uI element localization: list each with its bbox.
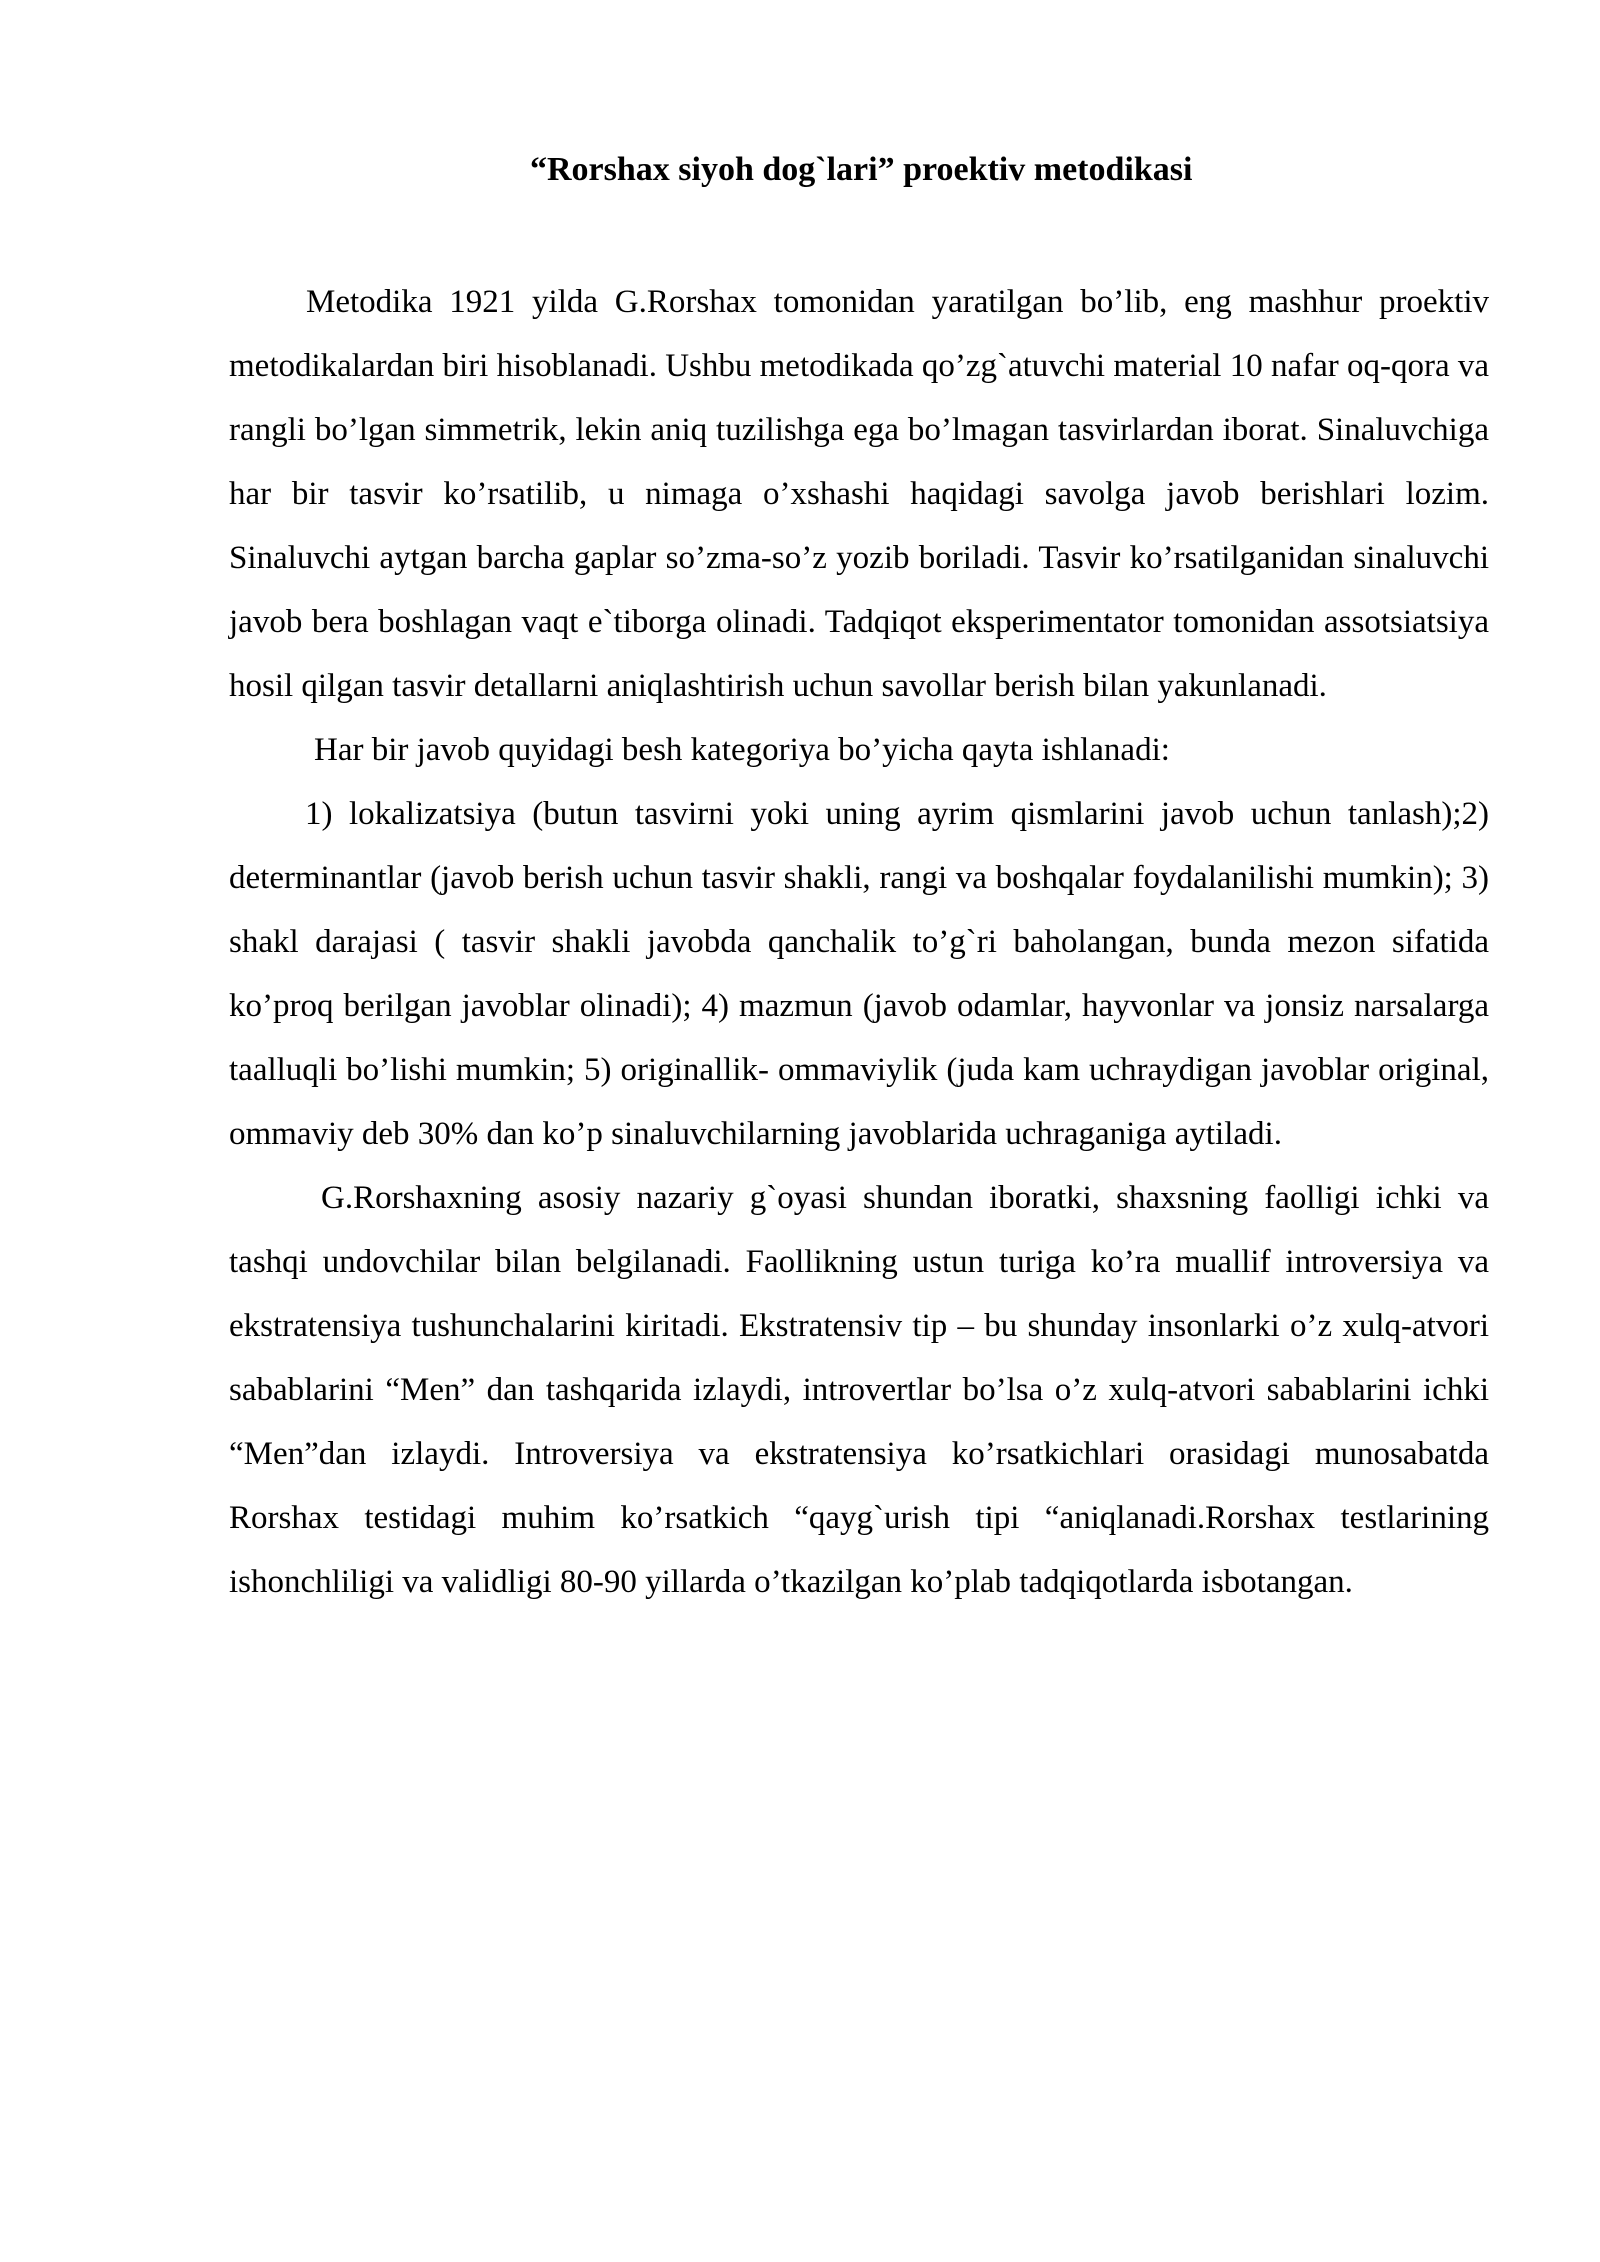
- document-title: “Rorshax siyoh dog`lari” proektiv metodikasi: [530, 151, 1193, 188]
- paragraph-theory: G.Rorshaxning asosiy nazariy g`oyasi shundan iboratki, shaxsning faolligi ichki va tashqi undovchilar bilan belgilanadi. Faollikning ustun turiga ko’ra muallif introversiya va ekstratensiya tushunchalarini kiritadi. Ekstratensiv tip – bu shunday insonlarki o’z xulq-atvori sabablarini “Men” dan tashqarida izlaydi, introvertlar bo’lsa o’z xulq-atvori sabablarini ichki “Men”dan izlaydi. Introversiya va ekstratensiya ko’rsatkichlari orasidagi munosabatda Rorshax testidagi muhim ko’rsatkich “qayg`urish tipi “aniqlanadi.Rorshax testlarining ishonchliligi va validligi 80-90 yillarda o’tkazilgan ko’plab tadqiqotlarda isbotangan.: [229, 1180, 1489, 1600]
- paragraph-categories-intro: Har bir javob quyidagi besh kategoriya bo’yicha qayta ishlanadi:: [314, 732, 1170, 768]
- document-body: [229, 270, 1489, 1614]
- paragraph-categories-list: 1) lokalizatsiya (butun tasvirni yoki uning ayrim qismlarini javob uchun tanlash);2) determinantlar (javob berish uchun tasvir shakli, rangi va boshqalar foydalanilishi mumkin); 3) shakl darajasi ( tasvir shakli javobda qanchalik to’g`ri baholangan, bunda mezon sifatida ko’proq berilgan javoblar olinadi); 4) mazmun (javob odamlar, hayvonlar va jonsiz narsalarga taalluqli bo’lishi mumkin; 5) originallik- ommaviylik (juda kam uchraydigan javoblar original, ommaviy deb 30% dan ko’p sinaluvchilarning javoblarida uchraganiga aytiladi.: [229, 796, 1489, 1152]
- paragraph-method-description: Metodika 1921 yilda G.Rorshax tomonidan yaratilgan bo’lib, eng mashhur proektiv metodikalardan biri hisoblanadi. Ushbu metodikada qo’zg`atuvchi material 10 nafar oq-qora va rangli bo’lgan simmetrik, lekin aniq tuzilishga ega bo’lmagan tasvirlardan iborat. Sinaluvchiga har bir tasvir ko’rsatilib, u nimaga o’xshashi haqidagi savolga javob berishlari lozim. Sinaluvchi aytgan barcha gaplar so’zma-so’z yozib boriladi. Tasvir ko’rsatilganidan sinaluvchi javob bera boshlagan vaqt e`tiborga olinadi. Tadqiqot eksperimentator tomonidan assotsiatsiya hosil qilgan tasvir detallarni aniqlashtirish uchun savollar berish bilan yakunlanadi.: [229, 284, 1489, 704]
